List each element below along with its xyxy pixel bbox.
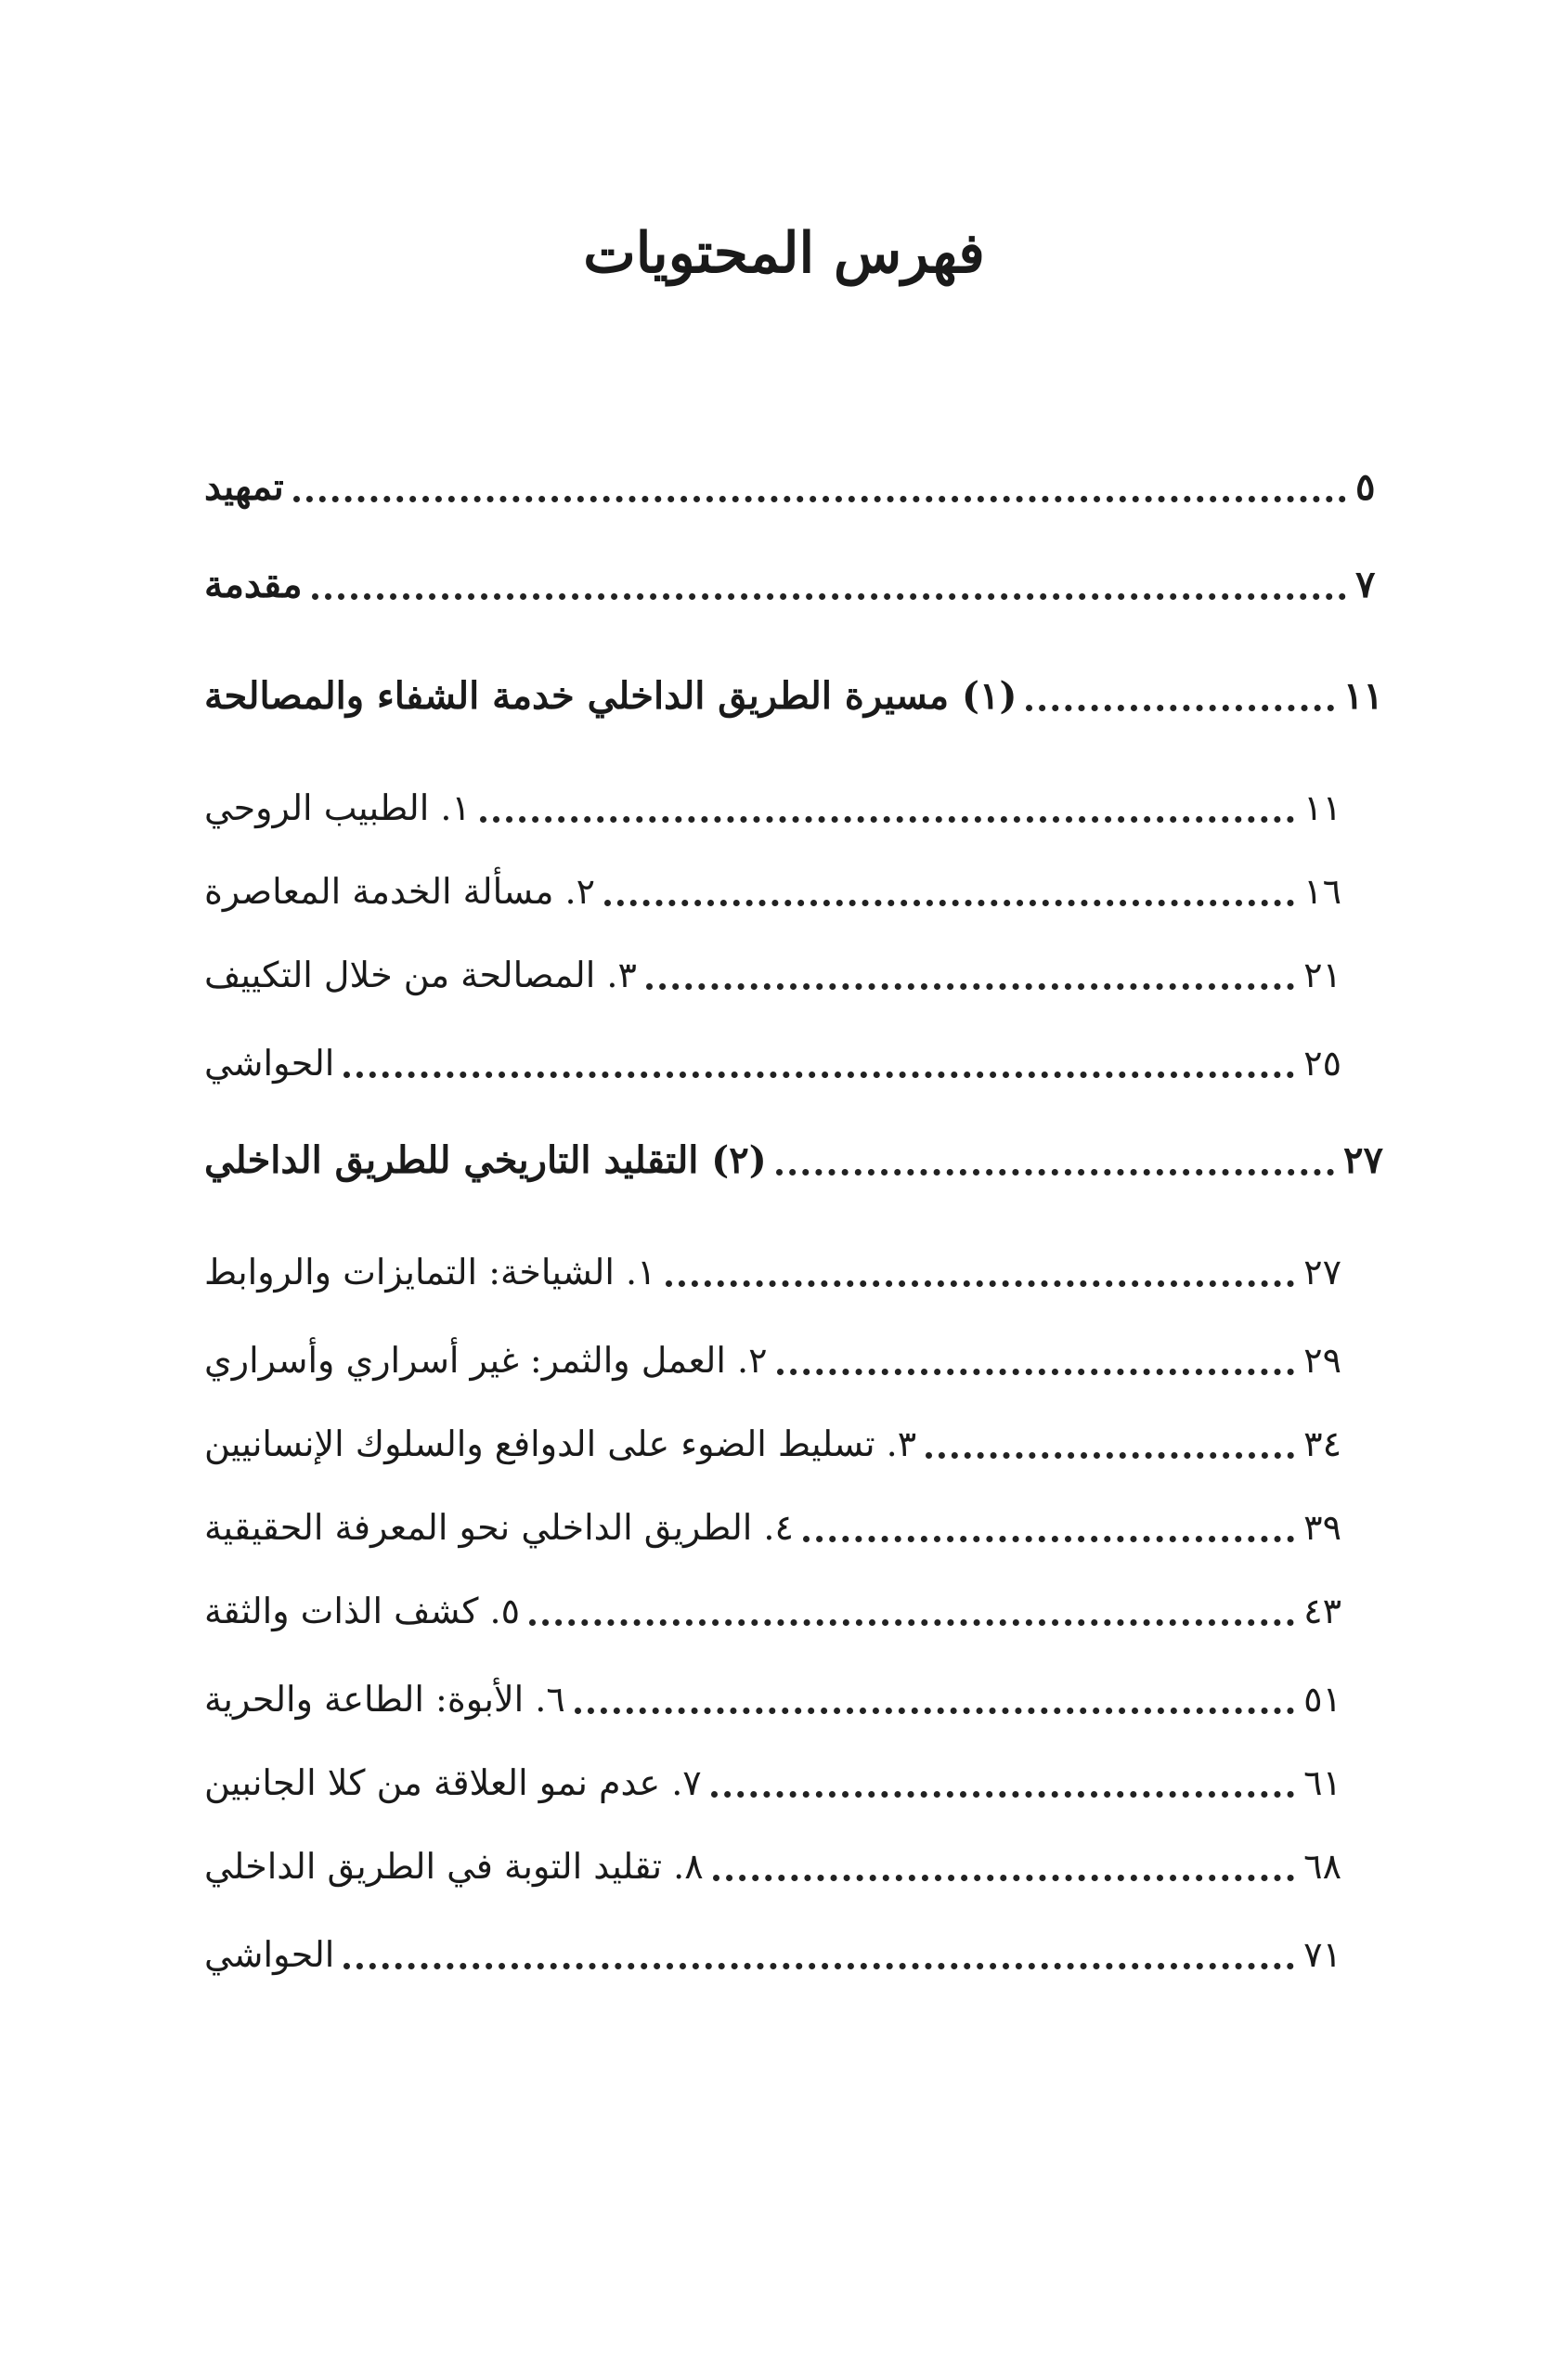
toc-entry-page: ٢٧ <box>1343 1138 1383 1182</box>
toc-entry[interactable] <box>204 1035 1341 1091</box>
toc-entry-title: ١. الطبيب الروحي <box>204 787 471 828</box>
toc-entry-title: (٢) التقليد التاريخي للطريق الداخلي <box>204 1138 767 1182</box>
dot-leader <box>343 1935 1294 1969</box>
dot-leader <box>575 1680 1294 1714</box>
toc-entry-title: ٣. المصالحة من خلال التكييف <box>204 955 637 995</box>
dot-leader <box>1026 677 1334 711</box>
toc-entry-page: ٢٧ <box>1303 1252 1341 1292</box>
dot-leader <box>293 468 1346 502</box>
toc-entry-title: تمهيد <box>204 465 284 509</box>
dot-leader <box>604 872 1294 906</box>
toc-entry[interactable] <box>204 1583 1341 1639</box>
toc-entry-page: ١١ <box>1343 674 1383 718</box>
page-title: فهرس المحتويات <box>583 221 985 286</box>
toc-entry[interactable] <box>204 780 1341 836</box>
dot-leader <box>803 1508 1294 1542</box>
toc-entry-title: ٥. كشف الذات والثقة <box>204 1591 521 1631</box>
toc-entry-page: ٢١ <box>1303 955 1341 995</box>
toc-entry-page: ٢٩ <box>1303 1340 1341 1381</box>
toc-entry-title: ٦. الأبوة: الطاعة والحرية <box>204 1679 565 1720</box>
toc-entry-page: ٣٩ <box>1303 1507 1341 1548</box>
toc-entry-page: ١٦ <box>1303 871 1341 912</box>
toc-entry-title: الحواشي <box>204 1934 335 1975</box>
toc-entry[interactable] <box>204 669 1383 724</box>
toc-entry[interactable] <box>204 460 1383 515</box>
toc-entry-title: مقدمة <box>204 563 303 606</box>
dot-leader <box>343 1044 1294 1078</box>
toc-entry-page: ٤٣ <box>1303 1591 1341 1631</box>
toc-entry[interactable] <box>204 1500 1341 1555</box>
toc-entry[interactable] <box>204 947 1341 1003</box>
toc-entry[interactable] <box>204 1755 1341 1811</box>
dot-leader <box>713 1847 1295 1881</box>
toc-entry[interactable] <box>204 557 1383 613</box>
toc-entry[interactable] <box>204 1332 1341 1388</box>
toc-entry-title: ٣. تسليط الضوء على الدوافع والسلوك الإنسانيين <box>204 1423 917 1464</box>
toc-entry[interactable] <box>204 1416 1341 1472</box>
toc-entry-title: ١. الشياخة: التمايزات والروابط <box>204 1252 656 1292</box>
dot-leader <box>480 788 1294 823</box>
toc-entry[interactable] <box>204 864 1341 919</box>
toc-entry[interactable] <box>204 1244 1341 1300</box>
toc-entry-page: ٥ <box>1355 465 1376 509</box>
dot-leader <box>646 955 1294 990</box>
toc-entry-page: ٧١ <box>1303 1934 1341 1975</box>
toc-entry-title: ٧. عدم نمو العلاقة من كلا الجانبين <box>204 1762 702 1803</box>
dot-leader <box>777 1341 1295 1375</box>
toc-entry-title: ٨. تقليد التوبة في الطريق الداخلي <box>204 1846 704 1887</box>
toc-entry-title: ٤. الطريق الداخلي نحو المعرفة الحقيقية <box>204 1507 794 1548</box>
toc-entry-page: ١١ <box>1303 787 1341 828</box>
dot-leader <box>666 1253 1295 1287</box>
toc-entry-page: ٢٥ <box>1303 1043 1341 1084</box>
dot-leader <box>926 1424 1294 1459</box>
toc-entry-page: ٧ <box>1355 563 1376 606</box>
toc-entry-title: ٢. مسألة الخدمة المعاصرة <box>204 871 596 912</box>
toc-entry-title: الحواشي <box>204 1043 335 1084</box>
toc-entry-title: ٢. العمل والثمر: غير أسراري وأسراري <box>204 1340 768 1381</box>
toc-entry[interactable] <box>204 1671 1341 1727</box>
toc-entry-title: (١) مسيرة الطريق الداخلي خدمة الشفاء والمصالحة <box>204 674 1017 718</box>
toc-entry[interactable] <box>204 1927 1341 1982</box>
toc-entry[interactable] <box>204 1838 1341 1894</box>
dot-leader <box>529 1591 1294 1626</box>
dot-leader <box>711 1763 1294 1798</box>
dot-leader <box>776 1141 1334 1176</box>
dot-leader <box>312 565 1346 600</box>
toc-entry-page: ٣٤ <box>1303 1423 1341 1464</box>
toc-entry-page: ٥١ <box>1303 1679 1341 1720</box>
toc-entry-page: ٦٨ <box>1303 1846 1341 1887</box>
toc-entry[interactable] <box>204 1133 1383 1188</box>
toc-entry-page: ٦١ <box>1303 1762 1341 1803</box>
